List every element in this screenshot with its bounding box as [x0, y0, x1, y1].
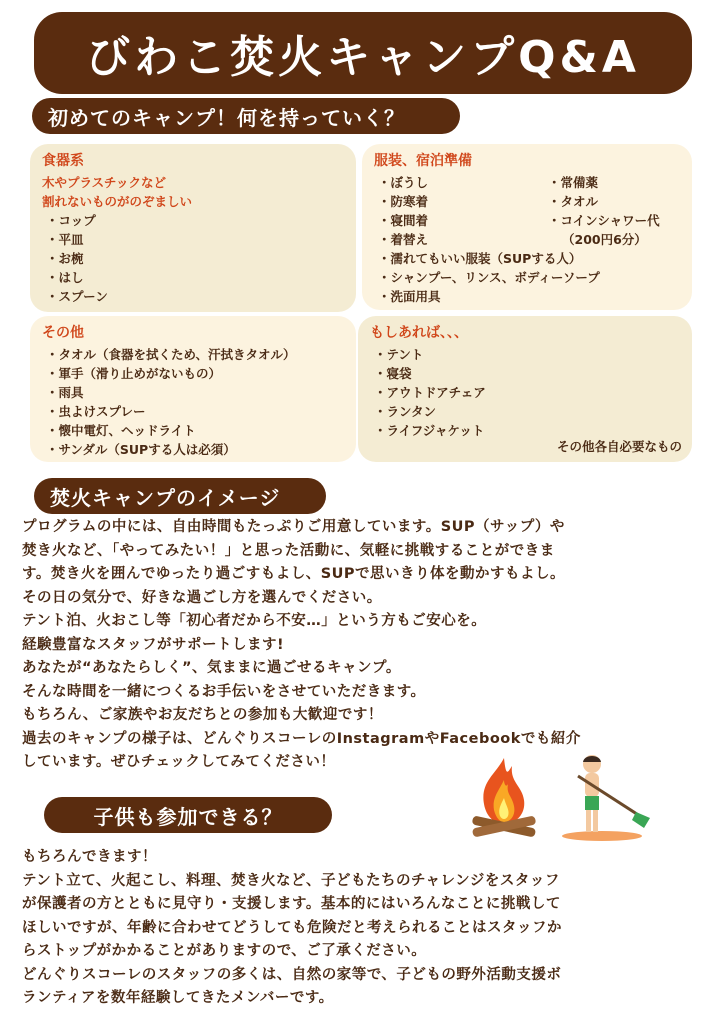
other-title: その他 — [42, 325, 84, 341]
text-line: テント泊、火おこし等「初心者だから不安…」という方もご安心を。 — [22, 613, 487, 629]
list-item: ・ 洗面用具 — [374, 287, 680, 306]
list-item: ・ シャンプー、リンス、ボディーソープ — [374, 268, 680, 287]
text-line: その日の気分で、好きな過ごし方を選んでください。 — [22, 589, 382, 606]
clothes-list-wide — [374, 249, 680, 306]
page-title: びわこ焚火キャンプQ&A — [34, 12, 692, 94]
text-line: ランティアを数年経験してきたメンバーです。 — [22, 990, 334, 1006]
list-item: ・ スプーン — [42, 287, 344, 306]
text-line: そんな時間を一緒につくるお手伝いをさせていただきます。 — [22, 683, 426, 700]
optional-list — [370, 345, 680, 440]
list-item: ・ 懐中電灯、ヘッドライト — [42, 421, 344, 440]
list-item: ・ お椀 — [42, 249, 344, 268]
list-item: ・ アウトドアチェア — [370, 383, 680, 402]
text-line: 経験豊富なスタッフがサポートします! — [22, 636, 285, 653]
section-heading-image: 焚火キャンプのイメージ — [34, 478, 326, 514]
other-list — [42, 345, 344, 459]
list-item: ・ 防寒着 — [374, 192, 544, 211]
section-heading-prep: 初めてのキャンプ！何を持っていく？ — [32, 98, 460, 134]
image-paragraph — [22, 516, 702, 775]
list-item: ・ ライフジャケット — [370, 421, 680, 440]
text-line: ほしいですが、年齢に合わせてどうしても危険だと考えられることはスタッフか — [22, 919, 562, 936]
text-line: す。焚き火を囲んでゆったり過ごすもよし、SUPで思いきり体を動かすもよし。 — [22, 566, 566, 582]
list-item: ・ タオル（食器を拭くため、汗拭きタオル） — [42, 345, 344, 364]
optional-title: もしあれば、、、 — [370, 325, 468, 341]
optional-tail-note: その他各自必要なもの — [556, 439, 682, 454]
list-item: ・ 濡れてもいい服装（SUPする人） — [374, 249, 680, 268]
list-item: ・ 寝間着 — [374, 211, 544, 230]
text-line: どんぐりスコーレのスタッフの多くは、自然の家等で、子どもの野外活動支援ボ — [22, 966, 562, 983]
campfire-illustration — [466, 752, 542, 840]
list-item-sub: （200円6分） — [562, 232, 647, 247]
kids-paragraph — [22, 846, 702, 1011]
list-item: ・ コインシャワー代 — [544, 211, 680, 230]
text-line: しています。ぜひチェックしてみてください！ — [22, 754, 336, 770]
clothes-list-col1 — [374, 173, 544, 249]
list-item: ・ 軍手（滑り止めがないもの） — [42, 364, 344, 383]
list-item: ・ 常備薬 — [544, 173, 680, 192]
text-line: もちろん、ご家族やお友だちとの参加も大歓迎です！ — [22, 707, 383, 723]
text-line: 過去のキャンプの様子は、どんぐりスコーレのInstagramやFacebookでも紹介 — [22, 730, 581, 747]
optional-box — [358, 316, 692, 462]
list-item: ・ はし — [42, 268, 344, 287]
text-line: テント立て、火起こし、料理、焚き火など、子どもたちのチャレンジをスタッフ — [22, 872, 560, 889]
list-item: ・ サンダル（SUPする人は必須） — [42, 440, 344, 459]
clothes-box — [362, 144, 692, 310]
tableware-note-2: 割れないものがのぞましい — [42, 194, 193, 209]
list-item: ・ ランタン — [370, 402, 680, 421]
list-item: ・ コップ — [42, 211, 344, 230]
text-line: あなたが“あなたらしく”、気ままに過ごせるキャンプ。 — [22, 660, 401, 676]
section-heading-kids: 子供も参加できる？ — [44, 797, 332, 833]
tableware-note-1: 木やプラスチックなど — [42, 175, 167, 190]
tableware-title: 食器系 — [42, 153, 84, 169]
tableware-list — [42, 211, 344, 306]
list-item: ・ 雨具 — [42, 383, 344, 402]
list-item: ・ ぼうし — [374, 173, 544, 192]
other-box — [30, 316, 356, 462]
sup-paddler-illustration — [556, 752, 656, 844]
text-line: もちろんできます！ — [22, 849, 157, 865]
clothes-list-col2 — [544, 173, 680, 249]
clothes-title: 服装、宿泊準備 — [374, 153, 472, 169]
list-item: ・ テント — [370, 345, 680, 364]
list-item: ・ 寝袋 — [370, 364, 680, 383]
text-line: プログラムの中には、自由時間もたっぷりご用意しています。SUP（サップ）や — [22, 519, 565, 535]
tableware-box — [30, 144, 356, 312]
text-line: が保護者の方とともに見守り・支援します。基本的にはいろんなことに挑戦して — [22, 896, 561, 912]
list-item: ・ 着替え — [374, 230, 544, 249]
list-item: ・ タオル — [544, 192, 680, 211]
text-line: らストップがかかることがありますので、ご了承ください。 — [22, 943, 427, 959]
list-item: ・ 虫よけスプレー — [42, 402, 344, 421]
list-item: ・ 平皿 — [42, 230, 344, 249]
text-line: 焚き火など、「やってみたい！」と思った活動に、気軽に挑戦することができま — [22, 542, 555, 559]
